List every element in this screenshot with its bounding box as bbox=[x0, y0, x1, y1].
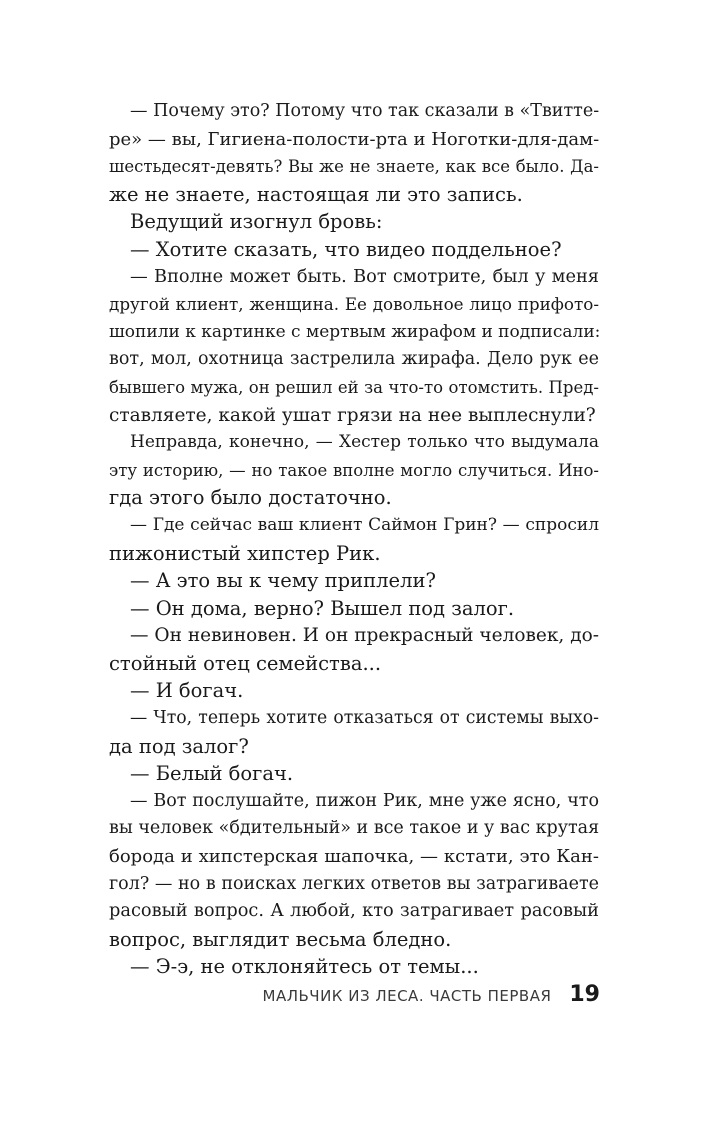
text-line: же не знаете, настоящая ли это запись. bbox=[109, 182, 523, 206]
text-line: шопили к картинке с мертвым жирафом и подписали: bbox=[109, 321, 601, 342]
text-line: Ведущий изогнул бровь: bbox=[130, 210, 383, 234]
text-line: — Где сейчас ваш клиент Саймон Грин? — спросил bbox=[130, 514, 599, 535]
text-line: да под залог? bbox=[109, 734, 249, 758]
text-line: — Вполне может быть. Вот смотрите, был у меня bbox=[130, 266, 599, 287]
text-line: бывшего мужа, он решил ей за что-то отомстить. Пред- bbox=[109, 377, 599, 397]
text-line: — Вот послушайте, пижон Рик, мне уже ясно, что bbox=[130, 790, 599, 811]
page-number: 19 bbox=[569, 982, 600, 1007]
text-line: Неправда, конечно, — Хестер только что выдумала bbox=[130, 432, 599, 453]
body-text bbox=[109, 98, 599, 981]
text-line: — А это вы к чему приплели? bbox=[130, 569, 436, 593]
text-line: — Он невиновен. И он прекрасный человек, до- bbox=[130, 625, 599, 647]
text-line: вопрос, выглядит весьма бледно. bbox=[109, 927, 452, 951]
text-line: другой клиент, женщина. Ее довольное лицо прифото- bbox=[109, 294, 599, 315]
text-line: — Белый богач. bbox=[130, 762, 294, 786]
text-line: гда этого было достаточно. bbox=[109, 486, 392, 510]
text-line: — Он дома, верно? Вышел под залог. bbox=[130, 596, 515, 620]
text-line: стойный отец семейства... bbox=[109, 651, 382, 675]
text-line: борода и хипстерская шапочка, — кстати, это Кан- bbox=[109, 846, 599, 868]
text-line: — Что, теперь хотите отказаться от системы выхо- bbox=[130, 708, 599, 729]
text-line: вы человек «бдительный» и все такое и у вас крутая bbox=[109, 818, 600, 839]
text-line: — Э-э, не отклоняйтесь от темы... bbox=[130, 955, 479, 979]
text-line: шестьдесят-девять? Вы же не знаете, как все было. Да- bbox=[109, 157, 599, 177]
text-line: расовый вопрос. А любой, кто затрагивает расовый bbox=[109, 901, 599, 922]
text-line: пижонистый хипстер Рик. bbox=[109, 541, 381, 565]
text-line: эту историю, — но такое вполне могло случиться. Ино- bbox=[109, 460, 599, 480]
text-line: гол? — но в поисках легких ответов вы затрагиваете bbox=[109, 873, 599, 894]
running-footer bbox=[228, 982, 600, 1012]
text-line: — Хотите сказать, что видео поддельное? bbox=[130, 237, 562, 261]
text-line: — Почему это? Потому что так сказали в «Твитте- bbox=[130, 101, 600, 121]
text-line: вот, мол, охотница застрелила жирафа. Дело рук ее bbox=[109, 349, 599, 370]
text-line: ре» — вы, Гигиена-полости-рта и Ноготки-для-дам- bbox=[109, 128, 600, 150]
text-line: ставляете, какой ушат грязи на нее выплеснули? bbox=[109, 404, 596, 426]
running-title: МАЛЬЧИК ИЗ ЛЕСА. ЧАСТЬ ПЕРВАЯ bbox=[262, 987, 552, 1005]
text-line: — И богач. bbox=[130, 679, 244, 703]
